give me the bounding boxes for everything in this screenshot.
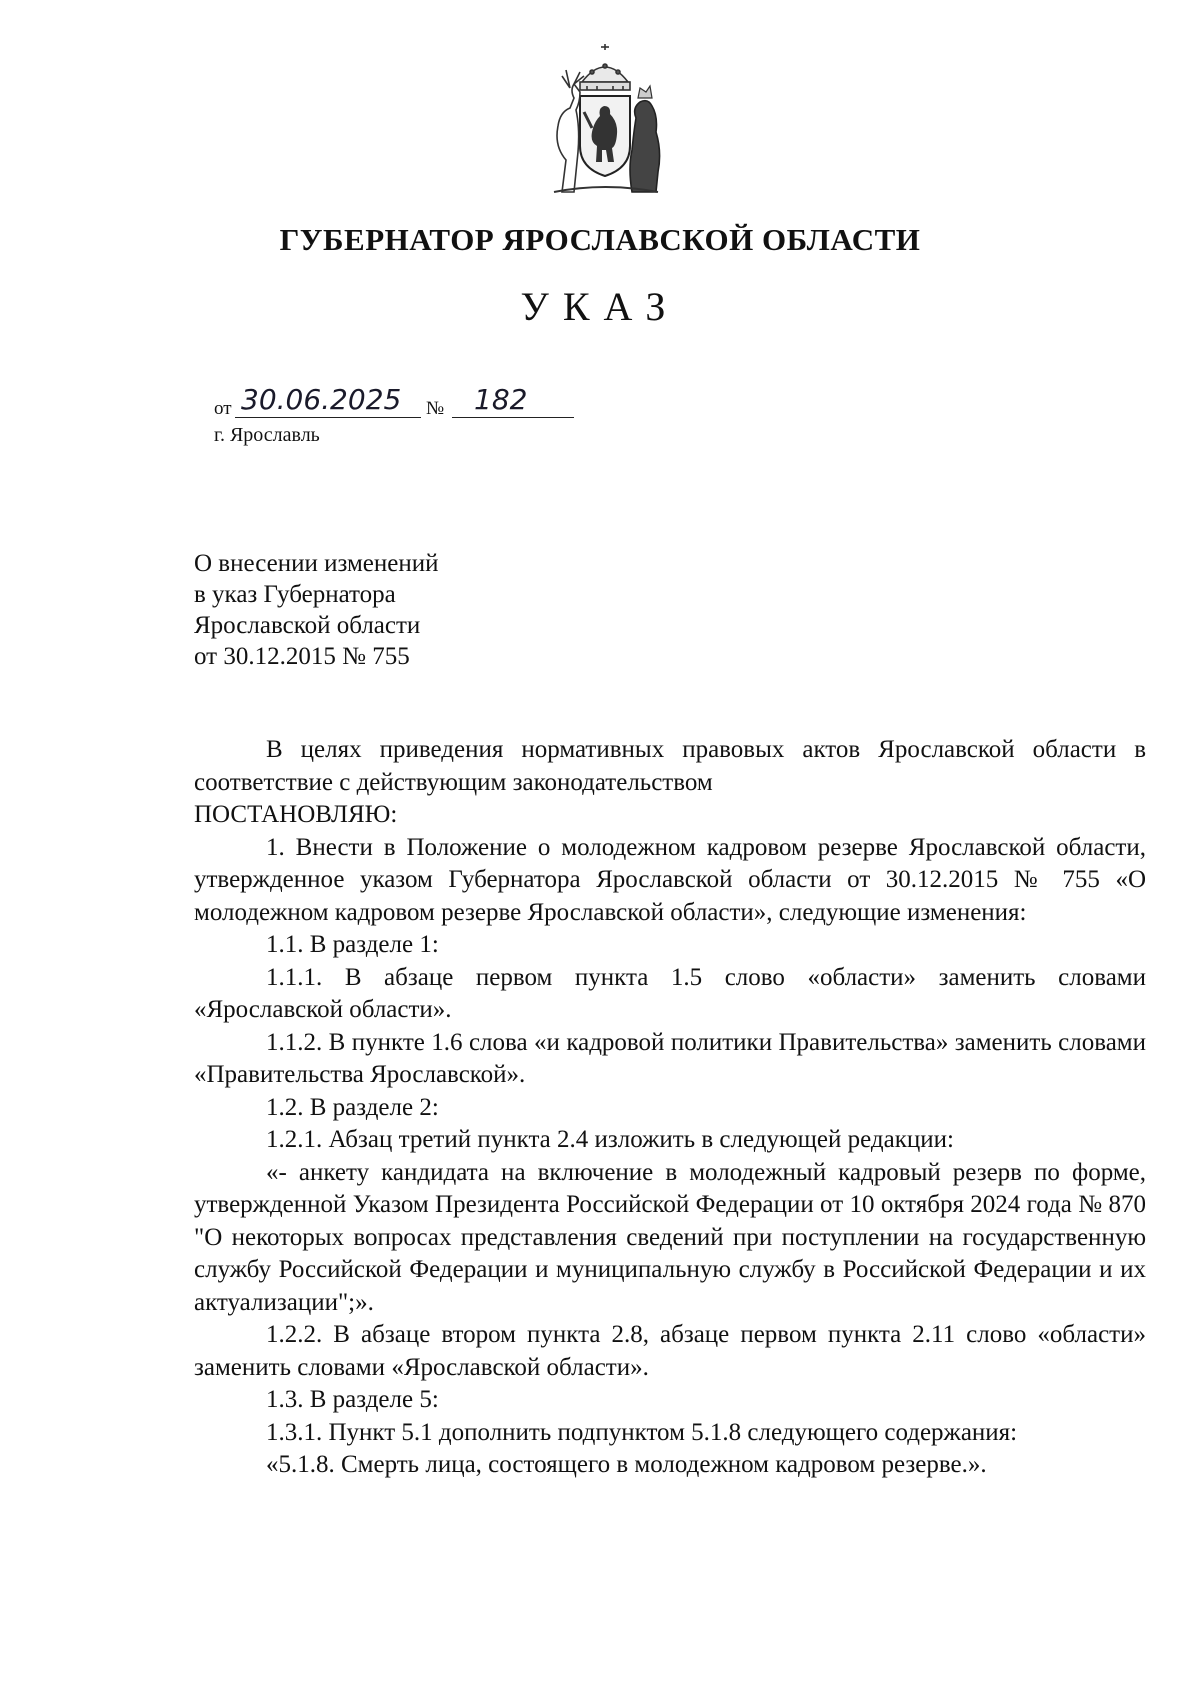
document-title <box>194 548 439 672</box>
paragraph-item-1-2-1: 1.2.1. Абзац третий пункта 2.4 изложить в следующей редакции: <box>266 1126 954 1153</box>
paragraph-item-1-3: 1.3. В разделе 5: <box>266 1386 439 1413</box>
document-city: г. Ярославль <box>214 424 320 446</box>
document-number: 182 <box>452 383 574 418</box>
number-prefix: № <box>426 398 445 419</box>
paragraph-quoted-5-1-8: «5.1.8. Смерть лица, состоящего в молодежном кадровом резерве.». <box>266 1451 987 1478</box>
paragraph-preamble: В целях приведения нормативных правовых актов Ярославской области в соответствие с действующим законодательством <box>194 736 1146 796</box>
title-line: в указ Губернатора <box>194 581 396 608</box>
document-type-heading: УКАЗ <box>520 284 680 329</box>
paragraph-quoted-text: «- анкету кандидата на включение в молодежный кадровый резерв по форме, утвержденной Указом Президента Российской Федерации от 10 октября 2024 года № 870 "О некоторых вопросах представления сведений при поступлении на государственную службу Российской Федерации и муниципальную службу в Российской Федерации и их актуализации";». <box>194 1158 1146 1316</box>
paragraph-item-1-3-1: 1.3.1. Пункт 5.1 дополнить подпунктом 5.1.8 следующего содержания: <box>266 1418 1018 1446</box>
title-line: от 30.12.2015 № 755 <box>194 643 410 670</box>
paragraph-item-1: 1. Внести в Положение о молодежном кадровом резерве Ярославской области, утвержденное указом Губернатора Ярославской области от 30.12.2015 № 755 «О молодежном кадровом резерве Ярославской области», следующие изменения: <box>194 833 1146 926</box>
paragraph-item-1-1-2: 1.1.2. В пункте 1.6 слова «и кадровой политики Правительства» заменить словами «Правительства Ярославской». <box>194 1028 1146 1088</box>
paragraph-item-1-2: 1.2. В разделе 2: <box>266 1093 439 1121</box>
paragraph-decree-word: ПОСТАНОВЛЯЮ: <box>194 801 398 828</box>
date-prefix: от <box>214 398 232 419</box>
issuing-authority-heading: ГУБЕРНАТОР ЯРОСЛАВСКОЙ ОБЛАСТИ <box>279 222 921 257</box>
paragraph-item-1-2-2: 1.2.2. В абзаце втором пункта 2.8, абзаце первом пункта 2.11 слово «области» заменить словами «Ярославской области». <box>194 1321 1146 1381</box>
coat-of-arms-icon <box>540 42 670 194</box>
paragraph-item-1-1-1: 1.1.1. В абзаце первом пункта 1.5 слово «области» заменить словами «Ярославской области». <box>194 963 1146 1023</box>
title-line: Ярославской области <box>194 612 421 639</box>
document-body <box>194 734 1146 1482</box>
title-line: О внесении изменений <box>194 550 439 577</box>
paragraph-item-1-1: 1.1. В разделе 1: <box>266 931 439 958</box>
document-date: 30.06.2025 <box>235 383 421 418</box>
